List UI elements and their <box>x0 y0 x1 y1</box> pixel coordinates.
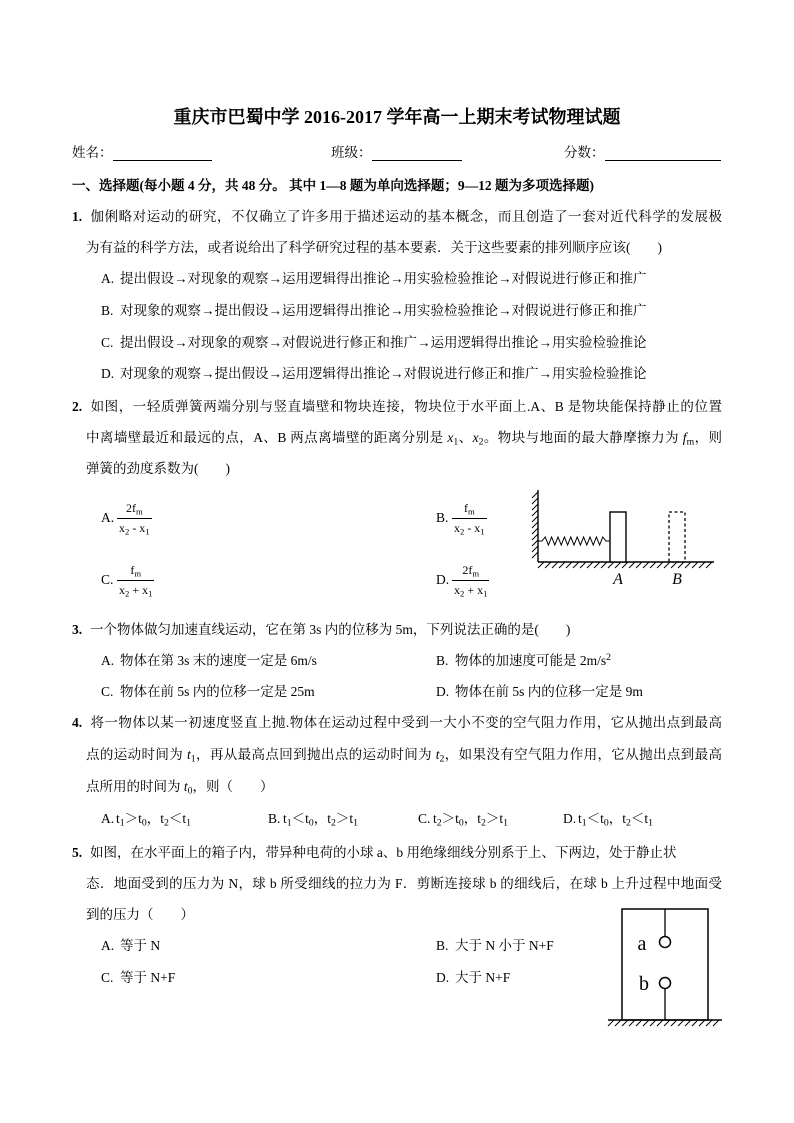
option-letter: C. <box>101 970 114 985</box>
q3-option-d <box>436 676 643 708</box>
math-var: f <box>682 429 687 445</box>
math-subscript: 1 <box>453 436 459 448</box>
q1-option-a <box>101 263 647 295</box>
math-subscript: 2 <box>481 817 486 829</box>
stem-line <box>72 771 722 803</box>
ground-hatch-line <box>692 1020 698 1026</box>
question-2-stem <box>72 391 722 484</box>
option-letter: B. <box>436 938 449 953</box>
math-text: ，t <box>146 811 165 826</box>
ball-b <box>660 978 671 989</box>
math-text: ＜t <box>291 811 309 826</box>
stem-line <box>72 201 722 232</box>
math-text: ＜t <box>586 811 604 826</box>
math-subscript: 2 <box>436 817 442 829</box>
option-text: 大于 N+F <box>455 970 511 985</box>
math-superscript: 2 <box>606 652 611 664</box>
stem-text: ，如果没有空气阻力作用，它从抛出点到最高 <box>444 747 722 762</box>
wall-hatch-line <box>532 528 538 534</box>
label-a: A <box>613 571 623 588</box>
ground-hatch-line <box>622 562 628 568</box>
math-var: t <box>183 779 188 794</box>
ground-hatch-line <box>601 562 607 568</box>
math-subscript: 2 <box>331 817 336 829</box>
exam-title: 重庆市巴蜀中学 2016-2017 学年高一上期末考试物理试题 <box>173 107 621 127</box>
option-letter: B. <box>436 510 449 525</box>
math-subscript: 1 <box>148 587 153 598</box>
math-text: 2f <box>125 500 136 515</box>
math-subscript: 1 <box>353 817 358 829</box>
math-text: + x <box>129 582 149 597</box>
stem-text: 一个物体做匀加速直线运动，它在第 3s 内的位移为 5m，下列说法正确的是( ) <box>90 621 571 637</box>
math-text: ＞t <box>335 811 354 826</box>
math-text: x <box>454 582 460 597</box>
ground-hatch-line <box>629 1020 635 1026</box>
question-number: 3. <box>72 621 83 637</box>
q5-option-c <box>101 962 175 994</box>
option-text: 物体在第 3s 末的速度一定是 6m/s <box>120 653 317 668</box>
wall-hatch-line <box>532 510 538 516</box>
math-text: 2f <box>462 562 473 577</box>
wall-hatch-line <box>532 504 538 510</box>
math-text: ＜t <box>168 811 187 826</box>
ground-hatch-line <box>671 1020 677 1026</box>
ground-hatch-line <box>657 1020 663 1026</box>
math-subscript: 0 <box>187 785 193 797</box>
math-subscript: 1 <box>286 817 292 829</box>
spring <box>538 537 610 545</box>
question-number: 1. <box>72 208 83 224</box>
score-blank <box>605 160 721 161</box>
fraction-denominator <box>452 581 489 598</box>
q2-option-c <box>101 558 154 602</box>
math-subscript: m <box>472 567 480 578</box>
ground-hatch-line <box>636 1020 642 1026</box>
option-text: 物体的加速度可能是 2m/s <box>455 653 607 668</box>
spring-block-figure <box>528 486 718 590</box>
ground-hatch-line <box>629 562 635 568</box>
stem-text: 如图，一轻质弹簧两端分别与竖直墙壁和物块连接，物块位于水平面上.A、B 是物块能保持静止的位置 <box>90 398 722 414</box>
option-text: 对现象的观察→提出假设→运用逻辑得出推论→对假说进行修正和推广→用实验检验推论 <box>120 366 647 381</box>
math-subscript: 1 <box>480 525 485 536</box>
q4-option-c <box>418 803 508 835</box>
question-4-stem <box>72 707 722 803</box>
math-subscript: 2 <box>626 817 631 829</box>
ground-hatch-line <box>587 562 593 568</box>
option-letter: C. <box>101 335 114 350</box>
q4-option-a <box>101 803 191 835</box>
option-text: 提出假设→对现象的观察→运用逻辑得出推论→用实验检验推论→对假说进行修正和推广 <box>120 271 647 286</box>
math-subscript: 1 <box>483 587 488 598</box>
ground-hatch-line <box>573 562 579 568</box>
wall-hatch-line <box>532 498 538 504</box>
block-a <box>610 512 626 562</box>
option-text: 大于 N 小于 N+F <box>455 938 554 953</box>
class-label: 班级： <box>331 145 372 160</box>
question-number: 5. <box>72 844 83 860</box>
q2-option-a <box>101 496 152 540</box>
ground-hatch-line <box>650 1020 656 1026</box>
q3-option-b <box>436 645 611 677</box>
label-a: a <box>637 933 647 955</box>
math-text: ，t <box>608 811 627 826</box>
math-text: x <box>119 520 125 535</box>
option-letter: D. <box>436 684 450 699</box>
math-text: + x <box>464 582 484 597</box>
ground-hatch-line <box>615 562 621 568</box>
ball-a <box>660 937 671 948</box>
fraction-denominator <box>452 519 487 536</box>
option-text: 物体在前 5s 内的位移一定是 25m <box>120 684 315 699</box>
ground-hatch-line <box>713 1020 719 1026</box>
charged-balls-box-figure <box>604 904 726 1030</box>
ground-hatch-line <box>580 562 586 568</box>
stem-text: 中离墙壁最近和最远的点，A、B 两点离墙壁的距离分别是 <box>86 429 448 445</box>
math-subscript: 2 <box>125 525 130 536</box>
math-subscript: 1 <box>186 817 191 829</box>
option-letter: B. <box>436 653 449 668</box>
stem-line <box>72 232 722 263</box>
question-1-stem <box>72 201 722 263</box>
stem-text: 态．地面受到的压力为 N，球 b 所受细线的拉力为 F．剪断连接球 b 的细线后，在球 b 上升过程中地面受 <box>86 875 722 891</box>
math-var: x <box>447 429 454 445</box>
ground-hatch-line <box>636 562 642 568</box>
fraction-denominator <box>117 581 154 598</box>
stem-text: 点的运动时间为 <box>86 747 187 762</box>
math-subscript: m <box>686 436 695 448</box>
math-subscript: 2 <box>478 436 484 448</box>
math-text: t <box>578 811 582 826</box>
label-b: B <box>672 571 682 588</box>
ground-hatch-line <box>664 1020 670 1026</box>
stem-line <box>72 422 722 453</box>
ground-hatch-line <box>643 562 649 568</box>
stem-line <box>72 707 722 739</box>
q1-option-b <box>101 295 647 327</box>
option-text: 对现象的观察→提出假设→运用逻辑得出推论→用实验检验推论→对假说进行修正和推广 <box>120 303 647 318</box>
math-text: - x <box>464 520 481 535</box>
option-letter: D. <box>436 572 450 587</box>
q2-option-d <box>436 558 489 602</box>
math-text: ＞t <box>124 811 142 826</box>
math-var: t <box>435 747 440 762</box>
ground-hatch-line <box>664 562 670 568</box>
math-text: ＜t <box>630 811 649 826</box>
stem-text: ，再从最高点回到抛出点的运动时间为 <box>195 747 436 762</box>
math-subscript: m <box>135 505 143 516</box>
math-text: ，t <box>313 811 332 826</box>
question-number: 4. <box>72 715 83 730</box>
stem-text: 如图，在水平面上的箱子内，带异种电荷的小球 a、b 用绝缘细线分别系于上、下两边，处于静止状 <box>90 844 677 860</box>
ground-hatch-line <box>615 1020 621 1026</box>
math-text: x <box>119 582 125 597</box>
fraction-denominator <box>117 519 152 536</box>
wall-hatch-line <box>532 534 538 540</box>
option-letter: A. <box>101 938 115 953</box>
section-heading: 一、选择题(每小题 4 分，共 48 分。 其中 1—8 题为单向选择题；9—12 题为多项选择题) <box>72 178 594 193</box>
math-subscript: 1 <box>581 817 587 829</box>
math-subscript: 1 <box>190 753 196 765</box>
wall-hatch-line <box>532 516 538 522</box>
math-subscript: 1 <box>145 525 150 536</box>
wall-hatch-line <box>532 552 538 558</box>
ground-hatch-line <box>622 1020 628 1026</box>
stem-text: 为有益的科学方法，或者说给出了科学研究过程的基本要素．关于这些要素的排列顺序应该( ) <box>86 239 662 255</box>
ground-hatch-line <box>608 1020 614 1026</box>
q5-option-b <box>436 930 554 962</box>
q4-option-b <box>268 803 358 835</box>
stem-text: ，则（ ） <box>192 779 274 794</box>
math-text: t <box>283 811 287 826</box>
ground-hatch-line <box>678 1020 684 1026</box>
stem-text: 点所用的时间为 <box>86 779 184 794</box>
ground-hatch-line <box>594 562 600 568</box>
stem-line <box>72 453 722 484</box>
option-text: 等于 N+F <box>120 970 176 985</box>
math-subscript: 2 <box>125 587 130 598</box>
ground-hatch-line <box>657 562 663 568</box>
ground-hatch-line <box>706 562 712 568</box>
math-subscript: 1 <box>119 817 125 829</box>
math-text: - x <box>129 520 146 535</box>
name-blank <box>113 160 212 161</box>
option-letter: A. <box>101 271 115 286</box>
ground-hatch-line <box>545 562 551 568</box>
option-letter: C. <box>418 811 431 826</box>
math-text: f <box>130 562 135 577</box>
option-letter: D. <box>101 366 115 381</box>
option-letter: B. <box>101 303 114 318</box>
question-3-stem <box>72 614 722 645</box>
ground-hatch-line <box>699 562 705 568</box>
ground-hatch-line <box>699 1020 705 1026</box>
option-letter: D. <box>436 970 450 985</box>
option-letter: A. <box>101 811 115 826</box>
q1-option-c <box>101 327 647 359</box>
math-subscript: m <box>134 567 142 578</box>
stem-line <box>72 739 722 771</box>
label-b: b <box>639 973 649 995</box>
fraction-numerator <box>117 563 154 581</box>
ground-hatch-line <box>685 1020 691 1026</box>
math-subscript: 0 <box>308 817 314 829</box>
q4-option-d <box>563 803 653 835</box>
stem-text: 、 <box>458 429 473 445</box>
option-letter: A. <box>101 653 115 668</box>
stem-text: 。物块与地面的最大静摩擦力为 <box>483 429 683 445</box>
fraction <box>452 563 489 598</box>
wall-hatch-line <box>532 492 538 498</box>
stem-text: 伽俐略对运动的研究，不仅确立了许多用于描述运动的基本概念，而且创造了一套对近代科学的发展极 <box>90 208 722 224</box>
stem-text: 弹簧的劲度系数为( ) <box>86 460 230 476</box>
stem-text: 到的压力（ ） <box>86 906 194 922</box>
q3-option-a <box>101 645 317 677</box>
stem-text: 将一物体以某一初速度竖直上抛.物体在运动过程中受到一大小不变的空气阻力作用，它从抛出点到最高 <box>90 715 722 730</box>
ground-hatch-line <box>706 1020 712 1026</box>
ground-hatch-line <box>678 562 684 568</box>
math-subscript: m <box>467 505 475 516</box>
fraction-numerator <box>452 563 489 581</box>
fraction <box>452 501 487 536</box>
option-letter: C. <box>101 684 114 699</box>
ground-hatch-line <box>650 562 656 568</box>
q5-option-a <box>101 930 160 962</box>
math-subscript: 1 <box>503 817 508 829</box>
stem-text: ，则 <box>694 429 722 445</box>
q5-option-d <box>436 962 510 994</box>
math-subscript: 2 <box>439 753 445 765</box>
class-blank <box>372 160 462 161</box>
option-letter: B. <box>268 811 281 826</box>
wall-hatch-line <box>532 540 538 546</box>
math-text: f <box>463 500 468 515</box>
option-text: 等于 N <box>120 938 161 953</box>
wall-hatch-line <box>532 522 538 528</box>
math-var: t <box>186 747 191 762</box>
fraction <box>117 563 154 598</box>
math-subscript: 2 <box>460 587 465 598</box>
math-subscript: 1 <box>648 817 653 829</box>
math-text: ＞t <box>441 811 459 826</box>
wall-hatch-line <box>532 546 538 552</box>
q1-option-d <box>101 358 647 390</box>
fraction-numerator <box>117 501 152 519</box>
math-subscript: 0 <box>603 817 609 829</box>
math-subscript: 2 <box>164 817 169 829</box>
stem-line <box>72 837 722 868</box>
math-text: t <box>116 811 120 826</box>
question-number: 2. <box>72 398 83 414</box>
ground-hatch-line <box>552 562 558 568</box>
ground-hatch-line <box>608 562 614 568</box>
option-letter: A. <box>101 510 115 525</box>
score-label: 分数： <box>564 145 605 160</box>
math-subscript: 2 <box>460 525 465 536</box>
math-subscript: 0 <box>141 817 147 829</box>
option-letter: D. <box>563 811 577 826</box>
ground-hatch-line <box>643 1020 649 1026</box>
math-subscript: 0 <box>458 817 464 829</box>
option-text: 提出假设→对现象的观察→对假说进行修正和推广→运用逻辑得出推论→用实验检验推论 <box>120 335 647 350</box>
ground-hatch-line <box>559 562 565 568</box>
math-text: t <box>433 811 437 826</box>
fraction-numerator <box>452 501 487 519</box>
option-text: 物体在前 5s 内的位移一定是 9m <box>455 684 643 699</box>
ground-hatch-line <box>685 562 691 568</box>
fraction <box>117 501 152 536</box>
option-letter: C. <box>101 572 114 587</box>
name-label: 姓名： <box>72 145 113 160</box>
math-var: x <box>472 429 479 445</box>
math-text: x <box>454 520 460 535</box>
stem-line <box>72 868 722 899</box>
q2-option-b <box>436 496 487 540</box>
math-text: ，t <box>463 811 482 826</box>
stem-line <box>72 614 722 645</box>
q3-option-c <box>101 676 315 708</box>
block-b-dashed <box>669 512 685 562</box>
ground-hatch-line <box>692 562 698 568</box>
ground-hatch-line <box>566 562 572 568</box>
ground-hatch-line <box>538 562 544 568</box>
math-text: ＞t <box>485 811 504 826</box>
ground-hatch-line <box>671 562 677 568</box>
stem-line <box>72 391 722 422</box>
